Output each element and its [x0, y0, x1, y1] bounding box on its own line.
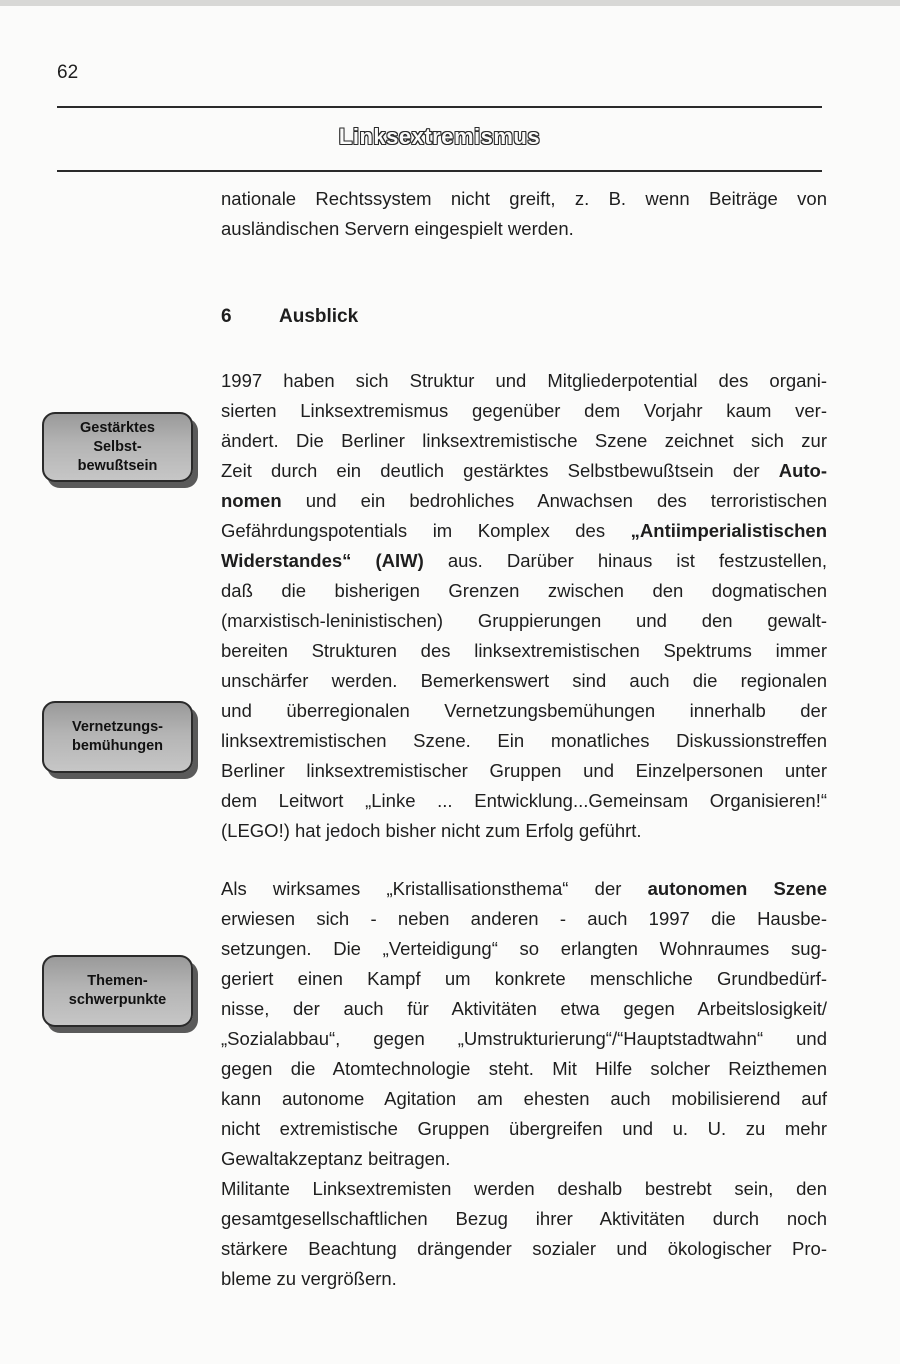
- text-line: nicht extremistische Gruppen übergreifen und u. U. zu mehr: [221, 1118, 827, 1139]
- margin-note-vernetzung: [42, 701, 193, 773]
- text-line: gegen die Atomtechnologie steht. Mit Hilfe solcher Reizthemen: [221, 1058, 827, 1079]
- text-line: daß die bisherigen Grenzen zwischen den dogmatischen: [221, 580, 827, 601]
- margin-note-label: Themen- schwerpunkte: [68, 973, 167, 1008]
- bold-term: Widerstandes“ (AIW): [221, 550, 424, 571]
- paragraph-ausblick: [221, 366, 827, 846]
- text-line: Militante Linksextremisten werden deshalb bestrebt sein, den: [221, 1178, 827, 1199]
- text-line: [221, 456, 827, 486]
- text-line: und überregionalen Vernetzungsbemühungen innerhalb der: [221, 700, 827, 721]
- text-line: Gewaltakzeptanz beitragen.: [221, 1148, 451, 1169]
- text-line: (marxistisch-leninistischen) Gruppierungen und den gewalt-: [221, 610, 827, 631]
- text-run: Zeit durch ein deutlich gestärktes Selbstbewußtsein der: [221, 460, 760, 481]
- text-line: ändert. Die Berliner linksextremistische Szene zeichnet sich zur: [221, 430, 827, 451]
- text-line: [221, 516, 827, 546]
- text-line: Berliner linksextremistischer Gruppen und Einzelpersonen unter: [221, 760, 827, 781]
- text-run: und ein bedrohliches Anwachsen des terroristischen: [305, 490, 827, 511]
- bold-term: nomen: [221, 490, 282, 511]
- text-run: Als wirksames „Kristallisationsthema“ der: [221, 878, 622, 899]
- running-title: Linksextremismus: [338, 124, 541, 149]
- header-rule-top: [57, 106, 822, 108]
- page-top-edge: [0, 0, 900, 6]
- section-heading: [221, 306, 358, 328]
- margin-note-selbstbewusstsein: [42, 412, 193, 482]
- text-line: gesamtgesellschaftlichen Bezug ihrer Aktivitäten durch noch: [221, 1208, 827, 1229]
- text-line: linksextremistischen Szene. Ein monatliches Diskussionstreffen: [221, 730, 827, 751]
- text-run: Gefährdungspotentials im Komplex des: [221, 520, 606, 541]
- text-line: dem Leitwort „Linke ... Entwicklung...Gemeinsam Organisieren!“: [221, 790, 827, 811]
- margin-note-label: Gestärktes Selbst- bewußtsein: [77, 419, 158, 474]
- continuation-text: [221, 184, 827, 244]
- text-line: (LEGO!) hat jedoch bisher nicht zum Erfolg geführt.: [221, 820, 642, 841]
- paragraph-themes: [221, 874, 827, 1294]
- text-line: kann autonome Agitation am ehesten auch mobilisierend auf: [221, 1088, 827, 1109]
- text-line: erwiesen sich - neben anderen - auch 1997 die Hausbe-: [221, 908, 827, 929]
- margin-note-label: Vernetzungs- bemühungen: [71, 719, 164, 754]
- header-rule-bottom: [57, 170, 822, 172]
- text-line: „Sozialabbau“, gegen „Umstrukturierung“/“Hauptstadtwahn“ und: [221, 1028, 827, 1049]
- bold-term: „Antiimperialistischen: [630, 520, 828, 541]
- text-line: bleme zu vergrößern.: [221, 1268, 397, 1289]
- text-line: [221, 486, 827, 516]
- text-line: geriert einen Kampf um konkrete menschliche Grundbedürf-: [221, 968, 827, 989]
- text-line: unschärfer werden. Bemerkenswert sind auch die regionalen: [221, 670, 827, 691]
- bold-term: Auto-: [778, 460, 828, 481]
- page-number: 62: [57, 62, 79, 83]
- text-line: stärkere Beachtung drängender sozialer und ökologischer Pro-: [221, 1238, 827, 1259]
- text-run: aus. Darüber hinaus ist festzustellen,: [447, 550, 827, 571]
- text-line: [221, 874, 827, 904]
- text-line: ausländischen Servern eingespielt werden.: [221, 218, 574, 239]
- text-line: bereiten Strukturen des linksextremistischen Spektrums immer: [221, 640, 827, 661]
- text-line: [221, 546, 827, 576]
- section-title: Ausblick: [279, 306, 359, 327]
- section-number: 6: [221, 306, 232, 327]
- text-line: 1997 haben sich Struktur und Mitgliederpotential des organi-: [221, 370, 827, 391]
- text-line: setzungen. Die „Verteidigung“ so erlangten Wohnraumes sug-: [221, 938, 827, 959]
- bold-term: autonomen Szene: [647, 878, 828, 899]
- margin-note-themen: [42, 955, 193, 1027]
- text-line: nationale Rechtssystem nicht greift, z. B. wenn Beiträge von: [221, 188, 827, 209]
- text-line: sierten Linksextremismus gegenüber dem Vorjahr kaum ver-: [221, 400, 827, 421]
- text-line: nisse, der auch für Aktivitäten etwa gegen Arbeitslosigkeit/: [221, 998, 827, 1019]
